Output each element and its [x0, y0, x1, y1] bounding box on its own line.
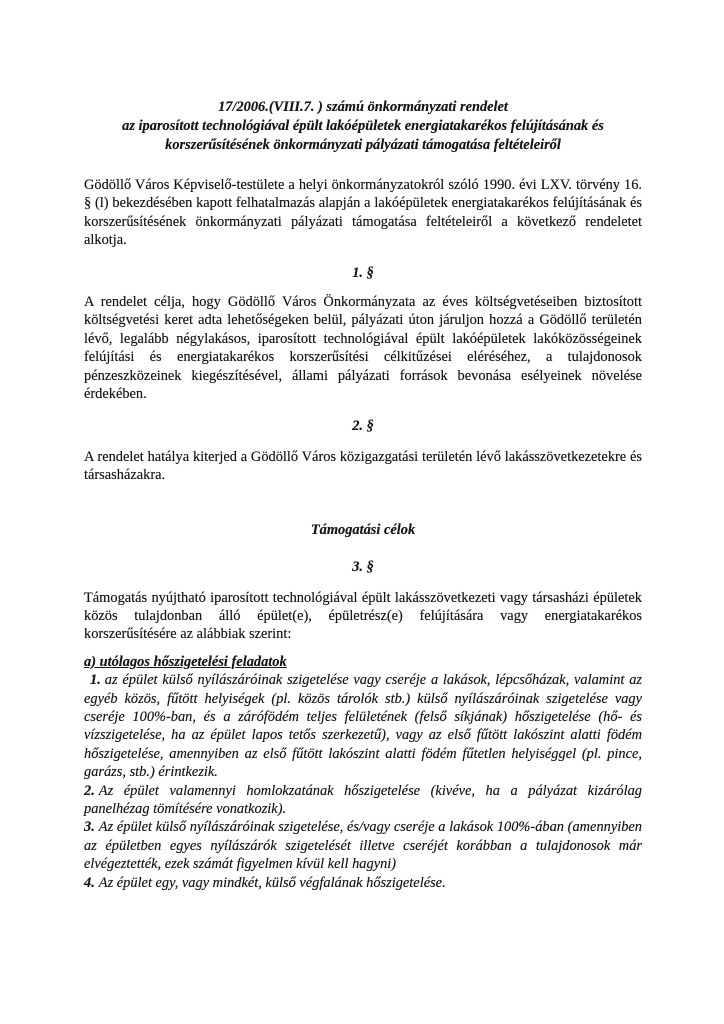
list-item-2-number: 2. — [84, 782, 95, 799]
list-item-3 — [84, 818, 642, 873]
list-item-1-number: 1. — [90, 672, 101, 689]
list-item-3-number: 3. — [84, 819, 95, 836]
list-item-2 — [84, 782, 642, 819]
document-title-line-3: korszerűsítésének önkormányzati pályázati támogatása feltételeiről — [165, 137, 561, 153]
preamble-paragraph: Gödöllő Város Képviselő-testülete a helyi önkormányzatokról szóló 1990. évi LXV. törvény 16. § (l) bekezdésében kapott felhatalmazás alapján a lakóépületek energiatakarékos felújításának és korszerűsítésének önkormányzati pályázati támogatása feltételeiről a következő rendeletet alkotja. — [84, 177, 642, 249]
section-1-heading: 1. § — [352, 264, 374, 281]
document-title-line-2: az iparosított technológiával épült lakóépületek energiatakarékos felújításának és — [122, 118, 604, 134]
document-title — [84, 98, 642, 155]
support-goals-subtitle: Támogatási célok — [310, 521, 416, 538]
section-3-heading: 3. § — [352, 559, 374, 576]
section-2-body: A rendelet hatálya kiterjed a Gödöllő Város közigazgatási területén lévő lakásszövetkezetekre és társasházakra. — [84, 448, 642, 484]
section-3-body: Támogatás nyújtható iparosított technológiával épült lakásszövetkezeti vagy társasházi épületek közös tulajdonban álló épület(e), épületrész(e) felújítására vagy energiatakarékos korszerűsítésére az alábbiak szerint: — [84, 589, 642, 643]
list-a-heading: a) utólagos hőszigetelési feladatok — [84, 653, 287, 670]
list-item-3-text: Az épület külső nyílászáróinak szigetelése, és/vagy cseréje a lakások 100%-ában (amennyiben az épületben egyes nyílászárók szigetelését illetve cseréjét korábban a tulajdonosok már elvégeztették, ezek számát figyelmen kívül kell hagyni) — [84, 819, 642, 873]
section-2-heading: 2. § — [352, 418, 374, 435]
list-item-4-number: 4. — [84, 874, 95, 891]
section-1-body: A rendelet célja, hogy Gödöllő Város Önkormányzata az éves költségvetéseiben biztosított költségvetési keret adta lehetőségeken belül, pályázati úton járuljon hozzá a Gödöllő területén lévő, legalább négylakásos, iparosított technológiával épült lakóépületek lakóközösségeinek felújítási és energiatakarékos korszerűsítési célkitűzései eléréséhez, a tulajdonosok pénzeszközeinek kiegészítésével, állami pályázati források bevonása esélyeinek növelése érdekében. — [84, 294, 642, 403]
list-item-4 — [84, 874, 642, 892]
list-item-2-text: Az épület valamennyi homlokzatának hőszigetelése (kivéve, ha a pályázat kizárólag panelhézag tömítésére vonatkozik). — [84, 782, 642, 817]
document-title-line-1: 17/2006.(VIII.7. ) számú önkormányzati rendelet — [218, 99, 508, 115]
document-content — [84, 98, 642, 892]
list-item-1-text: az épület külső nyílászáróinak szigetelése vagy cseréje a lakások, lépcsőházak, valamint az egyéb közös, fűtött helyiségek (pl. közös tárolók stb.) külső nyílászáróinak szigetelése vagy cseréje 100%-ban, és a zárófödém teljes felületének (felső síkjának) hőszigetelése (hő- és vízszigetelése, ha az épület lapos tetős szerkezetű), vagy az első fűtött lakószint alatti födém hőszigetelése, amennyiben az első fűtött lakószint alatti födém fűtetlen helyiséggel (pl. pince, garázs, stb.) érintkezik. — [84, 672, 642, 781]
list-item-1 — [84, 671, 642, 781]
list-item-4-text: Az épület egy, vagy mindkét, külső végfalának hőszigetelése. — [98, 874, 446, 891]
